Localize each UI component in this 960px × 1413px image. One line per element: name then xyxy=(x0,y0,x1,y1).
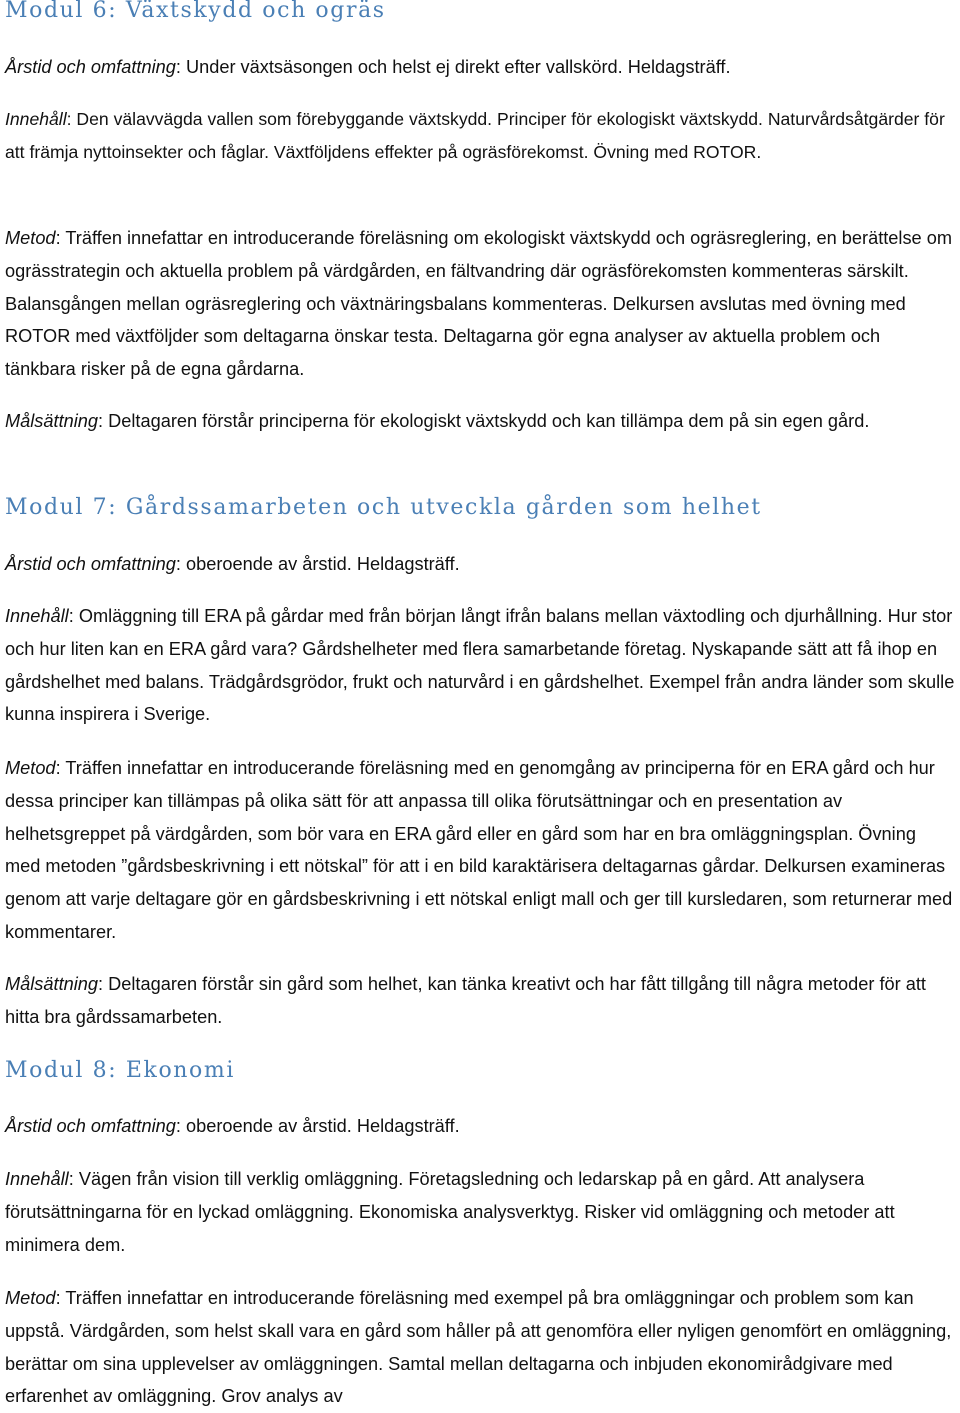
field-text: Under växtsäsongen och helst ej direkt efter vallskörd. Heldagsträff. xyxy=(185,57,731,77)
module-7-content: Innehåll: Omläggning till ERA på gårdar med från början långt ifrån balans mellan växtodling och djurhållning. Hur stor och hur liten kan en ERA gård vara? Gårdshelheter med flera samarbetande företag. Nyskapande sätt att få ihop en gårdshelhet med balans. Trädgårdsgrödor, frukt och naturvård i en gårdshelhet. Exempel från andra länder som skulle kunna inspirera i Sverige. xyxy=(5,606,955,725)
field-label: Metod xyxy=(5,758,56,778)
module-6-method: Metod: Träffen innefattar en introducerande föreläsning om ekologiskt växtskydd och ogräsreglering, en berättelse om ogrässtrategin och aktuella problem på värdgården, en fältvandring där ogräsförekomsten kommenteras särskilt. Balansgången mellan ogräsreglering och växtnäringsbalans kommenteras. Delkursen avslutas med övning med ROTOR med växtföljder som deltagarna önskar testa. Deltagarna gör egna analyser av aktuella problem och tänkbara risker på de egna gårdarna. xyxy=(5,228,952,380)
module-7-season: Årstid och omfattning: oberoende av årstid. Heldagsträff. xyxy=(5,554,460,574)
field-text: Träffen innefattar en introducerande föreläsning om ekologiskt växtskydd och ogräsreglering, en berättelse om ogrässtrategin och aktuella problem på värdgården, en fältvandring där ogräsförekomsten kommenteras särskilt. Balansgången mellan ogräsreglering och växtnäringsbalans kommenteras. Delkursen avslutas med övning med ROTOR med växtföljder som deltagarna önskar testa. Deltagarna gör egna analyser av aktuella problem och tänkbara risker på de egna gårdarna. xyxy=(5,228,952,380)
field-label: Innehåll xyxy=(5,1169,69,1189)
module-8-title: Modul 8: Ekonomi xyxy=(5,1058,236,1083)
field-label: Målsättning xyxy=(5,411,99,431)
field-text: Den välavvägda vallen som förebyggande växtskydd. Principer för ekologiskt växtskydd. Naturvårdsåtgärder för att främja nyttoinsekter och fåglar. Växtföljdens effekter på ogräsförekomst. Övning med ROTOR. xyxy=(5,109,945,162)
module-6-goal: Målsättning: Deltagaren förstår principerna för ekologiskt växtskydd och kan tillämpa dem på sin egen gård. xyxy=(5,411,870,431)
module-7-goal: Målsättning: Deltagaren förstår sin gård som helhet, kan tänka kreativt och har fått tillgång till några metoder för att hitta bra gårdssamarbeten. xyxy=(5,974,926,1027)
field-label: Metod xyxy=(5,228,56,248)
module-7-title: Modul 7: Gårdssamarbeten och utveckla gården som helhet xyxy=(5,495,762,520)
field-text: oberoende av årstid. Heldagsträff. xyxy=(185,554,460,574)
field-label: Målsättning xyxy=(5,974,99,994)
field-text: Omläggning till ERA på gårdar med från början långt ifrån balans mellan växtodling och djurhållning. Hur stor och hur liten kan en ERA gård vara? Gårdshelheter med flera samarbetande företag. Nyskapande sätt att få ihop en gårdshelhet med balans. Trädgårdsgrödor, frukt och naturvård i en gårdshelhet. Exempel från andra länder som skulle kunna inspirera i Sverige. xyxy=(5,606,955,725)
field-text: oberoende av årstid. Heldagsträff. xyxy=(185,1116,460,1136)
field-text: Vägen från vision till verklig omläggning. Företagsledning och ledarskap på en gård. Att analysera förutsättningarna för en lyckad omläggning. Ekonomiska analysverktyg. Risker vid omläggning och metoder att minimera dem. xyxy=(5,1169,895,1255)
field-label: Årstid och omfattning xyxy=(5,554,176,574)
field-label: Metod xyxy=(5,1288,56,1308)
field-label: Innehåll xyxy=(5,606,69,626)
module-8-method: Metod: Träffen innefattar en introducerande föreläsning med exempel på bra omläggningar och problem som kan uppstå. Värdgården, som helst skall vara en gård som håller på att genomföra eller nyligen genomfört en omläggning, berättar om sina upplevelser av omläggningen. Samtal mellan deltagarna och inbjuden ekonomirådgivare med erfarenhet av omläggning. Grov analys av xyxy=(5,1288,952,1407)
module-6-season: Årstid och omfattning: Under växtsäsongen och helst ej direkt efter vallskörd. Heldagsträff. xyxy=(5,57,731,77)
field-label: Årstid och omfattning xyxy=(5,57,176,77)
field-label: Årstid och omfattning xyxy=(5,1116,176,1136)
module-7-method: Metod: Träffen innefattar en introducerande föreläsning med en genomgång av principerna för en ERA gård och hur dessa principer kan tillämpas på olika sätt för att anpassa till olika förutsättningar och en presentation av helhetsgreppet på värdgården, som bör vara en ERA gård eller en gård som har en bra omläggningsplan. Övning med metoden ”gårdsbeskrivning i ett nötskal” för att i en bild karaktärisera deltagarnas gårdar. Delkursen examineras genom att varje deltagare gör en gårdsbeskrivning i ett nötskal enligt mall och ger till kursledaren, som returnerar med kommentarer. xyxy=(5,758,953,942)
field-label: Innehåll xyxy=(5,109,67,129)
field-text: Deltagaren förstår principerna för ekologiskt växtskydd och kan tillämpa dem på sin egen gård. xyxy=(108,411,870,431)
module-8-content: Innehåll: Vägen från vision till verklig omläggning. Företagsledning och ledarskap på en gård. Att analysera förutsättningarna för en lyckad omläggning. Ekonomiska analysverktyg. Risker vid omläggning och metoder att minimera dem. xyxy=(5,1169,895,1255)
field-text: Deltagaren förstår sin gård som helhet, kan tänka kreativt och har fått tillgång till några metoder för att hitta bra gårdssamarbeten. xyxy=(5,974,926,1027)
module-6-title: Modul 6: Växtskydd och ogräs xyxy=(5,0,386,23)
module-8-season: Årstid och omfattning: oberoende av årstid. Heldagsträff. xyxy=(5,1116,460,1136)
field-text: Träffen innefattar en introducerande föreläsning med exempel på bra omläggningar och problem som kan uppstå. Värdgården, som helst skall vara en gård som håller på att genomföra eller nyligen genomfört en omläggning, berättar om sina upplevelser av omläggningen. Samtal mellan deltagarna och inbjuden ekonomirådgivare med erfarenhet av omläggning. Grov analys av xyxy=(5,1288,952,1407)
field-text: Träffen innefattar en introducerande föreläsning med en genomgång av principerna för en ERA gård och hur dessa principer kan tillämpas på olika sätt för att anpassa till olika förutsättningar och en presentation av helhetsgreppet på värdgården, som bör vara en ERA gård eller en gård som har en bra omläggningsplan. Övning med metoden ”gårdsbeskrivning i ett nötskal” för att i en bild karaktärisera deltagarnas gårdar. Delkursen examineras genom att varje deltagare gör en gårdsbeskrivning i ett nötskal enligt mall och ger till kursledaren, som returnerar med kommentarer. xyxy=(5,758,953,942)
module-6-content: Innehåll: Den välavvägda vallen som förebyggande växtskydd. Principer för ekologiskt växtskydd. Naturvårdsåtgärder för att främja nyttoinsekter och fåglar. Växtföljdens effekter på ogräsförekomst. Övning med ROTOR. xyxy=(5,109,945,162)
